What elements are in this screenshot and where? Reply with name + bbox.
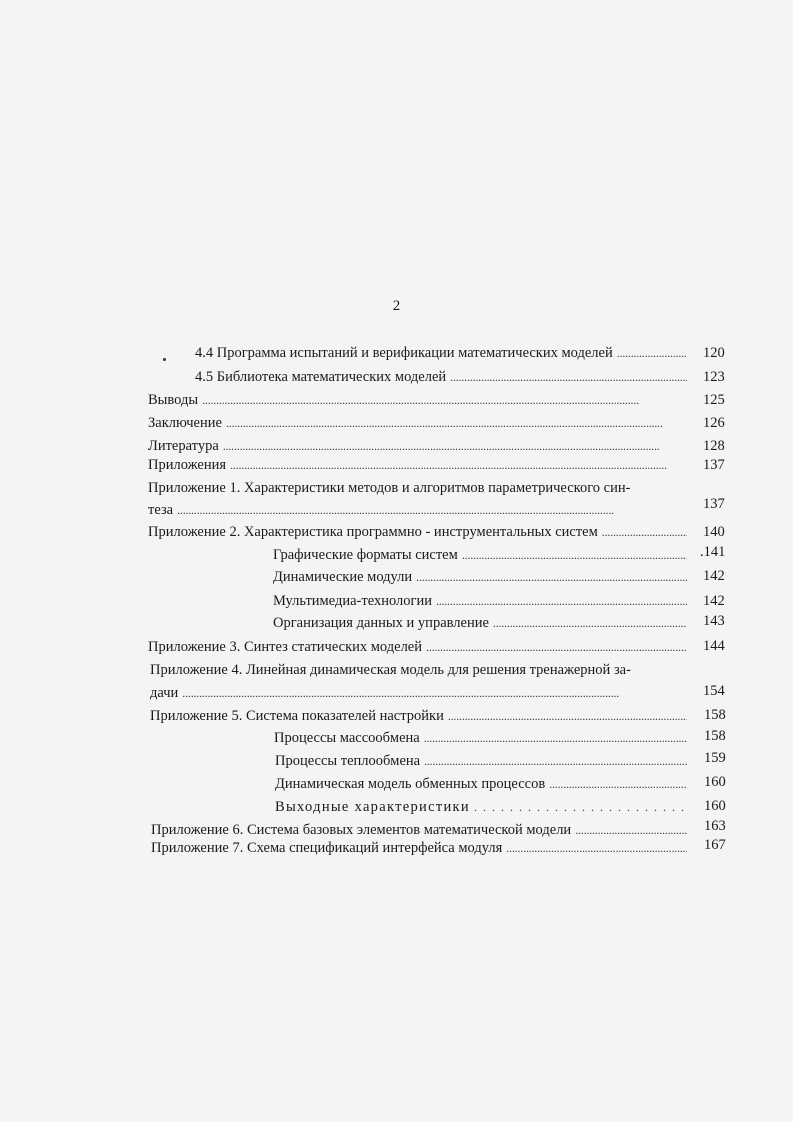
dot-leader [182,683,687,703]
toc-entry-page: 142 [703,593,725,609]
toc-entry-title: Динамическая модель обменных процессов [275,776,546,792]
toc-entry[interactable] [150,660,710,680]
toc-entry-page: 137 [703,496,725,512]
toc-entry-page: 160 [704,798,726,814]
toc-entry-page: 160 [704,774,726,790]
toc-entry[interactable] [148,455,687,475]
toc-entry-page: 128 [703,438,725,454]
toc-entry[interactable] [148,413,687,433]
toc-entry-title: Приложение 3. Синтез статических моделей [148,639,423,655]
toc-entry-title: Динамические модули [273,569,413,585]
toc-entry-page: 159 [704,750,726,766]
toc-entry-page: 154 [703,683,725,699]
toc-entry-page: 158 [704,707,726,723]
toc-entry[interactable] [273,567,687,587]
toc-entry[interactable] [150,683,687,703]
toc-entry-title: Приложения [148,457,227,473]
dot-leader [223,436,687,456]
scan-speck [163,358,166,361]
dot-leader [549,774,687,794]
toc-entry-title: Выводы [148,392,199,408]
dot-leader [436,591,687,611]
toc-entry-title: теза [148,502,174,518]
dot-leader [474,797,687,817]
toc-entry[interactable] [148,478,708,498]
toc-entry-page: 137 [703,457,725,473]
toc-entry-page: 167 [704,837,726,853]
toc-entry-page: 123 [703,369,725,385]
dot-leader [493,613,687,633]
toc-entry-title: Приложение 6. Система базовых элементов математической модели [151,822,572,838]
toc-entry-page: 125 [703,392,725,408]
dot-leader [226,413,687,433]
dot-leader [426,637,687,657]
toc-entry[interactable] [275,751,687,771]
toc-entry[interactable] [148,500,687,520]
toc-entry-title: Процессы теплообмена [275,753,421,769]
dot-leader [506,838,687,858]
dot-leader [177,500,687,520]
toc-entry[interactable] [151,820,687,840]
dot-leader [424,751,687,771]
toc-entry[interactable] [195,367,687,387]
toc-entry-title: Организация данных и управление [273,615,489,631]
toc-entry[interactable] [148,436,687,456]
toc-entry-page: 126 [703,415,725,431]
toc-entry[interactable] [275,774,687,794]
toc-entry[interactable] [273,591,687,611]
dot-leader [575,820,687,840]
toc-entry[interactable] [273,613,687,633]
toc-entry-title: Приложение 7. Схема спецификаций интерфейса модуля [151,840,503,856]
dot-leader [462,545,687,565]
toc-entry[interactable] [148,637,687,657]
toc-entry[interactable] [148,522,687,542]
toc-entry-title: Литература [148,438,219,454]
toc-entry-page: 144 [703,638,725,654]
toc-entry-title: 4.4 Программа испытаний и верификации математических моделей [195,345,613,361]
dot-leader [448,706,687,726]
dot-leader [424,728,687,748]
toc-entry-title: Графические форматы систем [273,547,458,563]
dot-leader [602,522,687,542]
dot-leader [617,343,687,363]
toc-entry-title: Выходные характеристики [275,799,470,815]
toc-entry-title: дачи [150,685,179,701]
toc-entry[interactable] [150,706,687,726]
toc-entry-page: 140 [703,524,725,540]
toc-entry[interactable] [273,545,687,565]
toc-entry-page: 163 [704,818,726,834]
toc-entry-title: 4.5 Библиотека математических моделей [195,369,447,385]
toc-entry[interactable] [151,838,687,858]
toc-entry-title: Приложение 4. Линейная динамическая модель для решения тренажерной за- [150,662,631,678]
toc-entry-page: 142 [703,568,725,584]
toc-entry-title: Процессы массообмена [274,730,420,746]
toc-entry-title: Приложение 2. Характеристика программно - инструментальных систем [148,524,598,540]
dot-leader [230,455,687,475]
toc-entry-title: Заключение [148,415,222,431]
toc-entry[interactable] [195,343,687,363]
page-number: 2 [392,298,401,314]
dot-leader [450,367,687,387]
toc-entry[interactable] [275,797,687,817]
toc-entry-page: .141 [700,544,726,560]
dot-leader [202,390,687,410]
toc-entry-page: 158 [704,728,726,744]
toc-entry-title: Мультимедиа-технологии [273,593,432,609]
toc-entry-page: 120 [703,345,725,361]
dot-leader [416,567,687,587]
toc-entry-title: Приложение 1. Характеристики методов и алгоритмов параметрического син- [148,480,631,496]
toc-entry-title: Приложение 5. Система показателей настройки [150,708,444,724]
toc-entry[interactable] [274,728,687,748]
toc-entry-page: 143 [703,613,725,629]
toc-entry[interactable] [148,390,687,410]
